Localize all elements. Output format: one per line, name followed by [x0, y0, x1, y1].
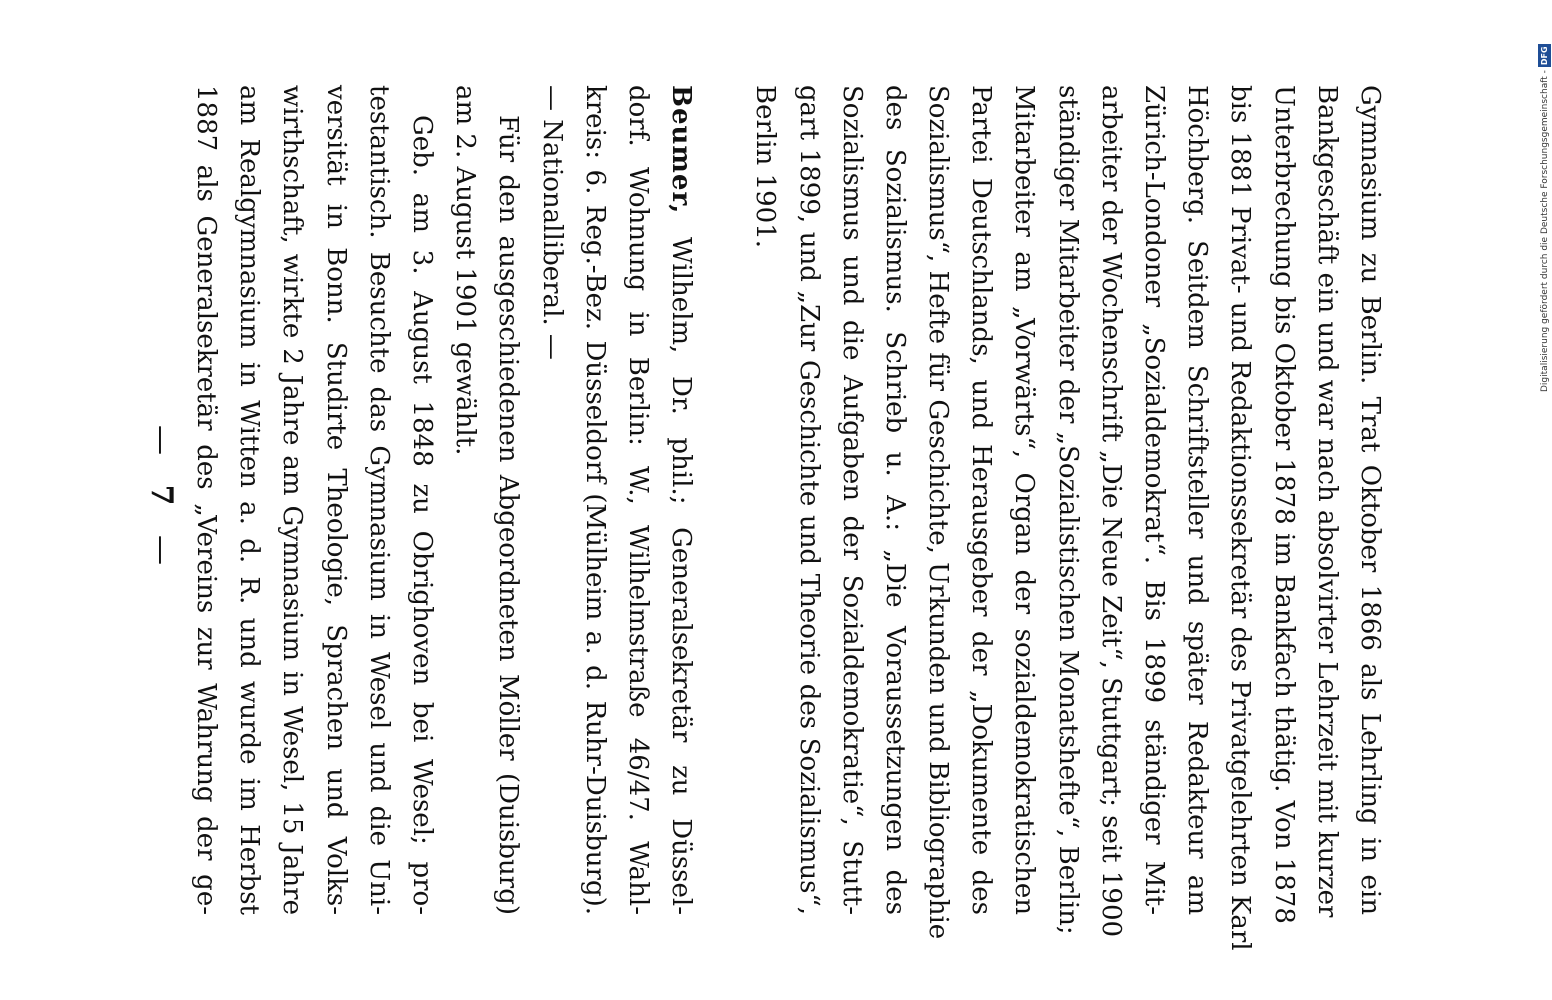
- text-line: Unterbrechung bis Oktober 1878 im Bankfach thätig. Von 1878: [1268, 85, 1299, 924]
- header-dash-left: —: [144, 425, 179, 466]
- text-line: bis 1881 Privat- und Redaktionssekretär des Privatgelehrten Karl: [1225, 85, 1256, 951]
- text-line: Geb. am 3. August 1848 zu Obrighoven bei Wesel; pro-: [407, 115, 438, 915]
- text-line: des Sozialismus. Schrieb u. A.: „Die Voraussetzungen des: [879, 85, 910, 915]
- text-line: am Realgymnasium in Witten a. d. R. und wurde im Herbst: [234, 85, 265, 915]
- text-line: Höchberg. Seitdem Schriftsteller und später Redakteur am: [1182, 85, 1213, 915]
- text-line: 1887 als Generalsekretär des „Vereins zur Wahrung der ge-: [191, 85, 222, 915]
- text-line: Gymnasium zu Berlin. Trat Oktober 1866 als Lehrling in ein: [1355, 85, 1385, 915]
- text-line: wirthschaft, wirkte 2 Jahre am Gymnasium in Wesel, 15 Jahre: [277, 85, 308, 915]
- entry-name: Beumer,: [666, 85, 697, 215]
- watermark-text: Digitalisierung gefördert durch die Deutsche Forschungsgemeinschaft -: [1540, 70, 1550, 392]
- dfg-watermark: [1525, 12, 1550, 392]
- text-line: Partei Deutschlands, und Herausgeber der „Dokumente des: [966, 85, 997, 915]
- text-line: Mitarbeiter am „Vorwärts“, Organ der sozialdemokratischen: [1009, 85, 1040, 915]
- party-line: — Nationalliberal. —: [536, 85, 567, 360]
- text-line: arbeiter der Wochenschrift „Die Neue Zeit“, Stuttgart; seit 1900: [1095, 85, 1126, 938]
- paragraph-bernstein-continued: [743, 85, 1391, 951]
- header-dash-right: —: [144, 534, 179, 575]
- text-line: Sozialismus“, Hefte für Geschichte, Urkunden und Bibliographie: [923, 85, 954, 940]
- text-line: Berlin 1901.: [750, 85, 781, 248]
- text-line: am 2. August 1901 gewählt.: [450, 85, 481, 456]
- text-line: dorf. Wohnung in Berlin: W., Wilhelmstraße 46/47. Wahl-: [623, 85, 653, 915]
- text-line: testantisch. Besuchte das Gymnasium in Wesel und die Uni-: [363, 85, 394, 915]
- text-line: Für den ausgeschiedenen Abgeordneten Möller (Duisburg): [493, 115, 524, 915]
- text-line: Bankgeschäft ein und war nach absolvirter Lehrzeit mit kurzer: [1311, 85, 1342, 918]
- page-number: 7: [144, 484, 179, 516]
- document-page: [144, 85, 1391, 951]
- page-header: [144, 85, 179, 915]
- text-line: Sozialismus und die Aufgaben der Sozialdemokratie“, Stutt-: [836, 85, 867, 915]
- dfg-logo-icon: DFG: [1540, 46, 1549, 66]
- entry-heading-rest: Wilhelm, Dr. phil.; Generalsekretär zu Düssel-: [666, 214, 697, 915]
- text-line: kreis: 6. Reg.-Bez. Düsseldorf (Mülheim a. d. Ruhr-Duisburg).: [579, 85, 610, 915]
- text-line: gart 1899, und „Zur Geschichte und Theorie des Sozialismus“,: [793, 85, 824, 915]
- text-line: ständiger Mitarbeiter der „Sozialistischen Monatshefte“, Berlin;: [1052, 85, 1083, 935]
- page-body: [184, 85, 1391, 951]
- entry-separator: [702, 85, 743, 915]
- text-line: versität in Bonn. Studirte Theologie, Sprachen und Volks-: [320, 85, 351, 915]
- text-line: Zürich-Londoner „Sozialdemokrat“. Bis 1899 ständiger Mit-: [1139, 85, 1170, 915]
- entry-heading-line: [659, 85, 702, 915]
- entry-beumer: [184, 85, 702, 915]
